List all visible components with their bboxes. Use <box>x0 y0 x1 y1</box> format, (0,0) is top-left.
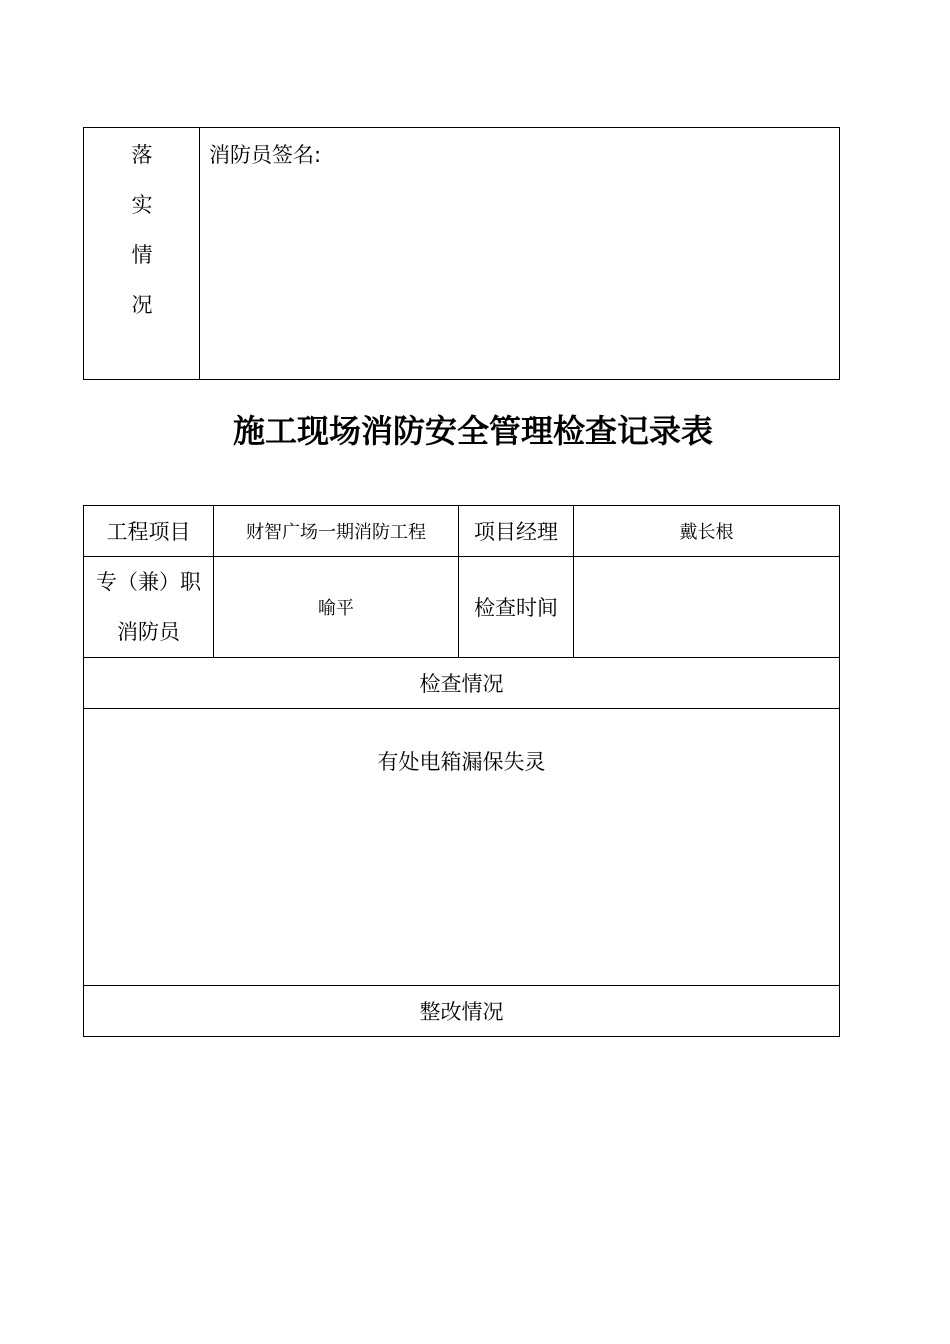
implementation-label-char: 落 <box>131 143 153 167</box>
implementation-label-cell <box>84 128 200 379</box>
implementation-label-char: 况 <box>131 293 153 317</box>
firefighter-label-line2: 消防员 <box>117 620 180 644</box>
firefighter-signature-label: 消防员签名: <box>209 143 322 167</box>
row-divider <box>84 708 839 709</box>
manager-value: 戴长根 <box>679 522 734 543</box>
manager-label: 项目经理 <box>474 520 558 544</box>
project-label: 工程项目 <box>106 520 191 544</box>
inspection-header: 检查情况 <box>419 672 504 696</box>
implementation-table <box>83 127 840 380</box>
implementation-label-char: 实 <box>131 193 153 217</box>
inspection-table <box>83 505 840 1037</box>
page-title: 施工现场消防安全管理检查记录表 <box>232 412 713 450</box>
firefighter-label <box>84 557 213 657</box>
inspection-time-value <box>574 557 839 657</box>
project-value: 财智广场一期消防工程 <box>246 522 426 543</box>
implementation-label-char: 情 <box>131 243 153 267</box>
inspection-time-label: 检查时间 <box>474 596 558 620</box>
firefighter-value: 喻平 <box>318 598 354 619</box>
rectification-header: 整改情况 <box>419 1000 504 1024</box>
inspection-content: 有处电箱漏保失灵 <box>377 750 546 774</box>
firefighter-label-line1: 专（兼）职 <box>96 570 201 594</box>
